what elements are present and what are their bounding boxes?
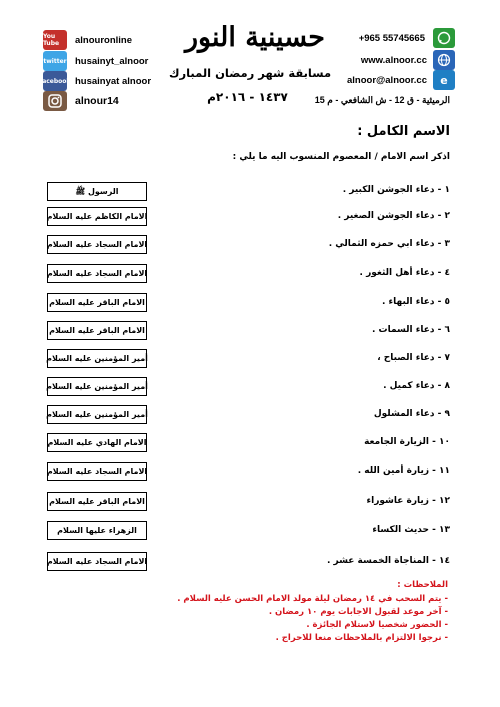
note-item-4: - نرجوا الالتزام بالملاحظات منعا للاحراج . [275, 633, 448, 643]
address-text: الرميثية - ق 12 - ش الشافعي - م 15 [314, 94, 450, 105]
website-url: www.alnoor.cc [360, 54, 427, 66]
facebook-icon: facebook [43, 71, 67, 91]
instruction-text: اذكر اسم الامام / المعصوم المنسوب اليه ما يلي : [232, 152, 450, 162]
answer-box-12[interactable]: الامام الباقر عليه السلام [47, 492, 147, 511]
answer-box-2[interactable]: الامام الكاظم عليه السلام [47, 207, 147, 226]
answer-box-8[interactable]: أمير المؤمنين عليه السلام [47, 377, 147, 396]
answer-box-5[interactable]: الامام الباقر عليه السلام [47, 293, 147, 312]
question-4: ٤ - دعاء أهل الثغور . [359, 268, 450, 278]
question-1: ١ - دعاء الجوشن الكبير . [342, 185, 450, 195]
question-12: ١٢ - زيارة عاشوراء [366, 496, 450, 506]
question-14: ١٤ - المناجاة الخمسة عشر . [326, 556, 450, 566]
answer-box-11[interactable]: الامام السجاد عليه السلام [47, 462, 147, 481]
answer-box-13[interactable]: الزهراء عليها السلام [47, 521, 147, 540]
youtube-handle: alnouronline [75, 34, 132, 46]
question-10: ١٠ - الزيارة الجامعة [364, 437, 450, 447]
fullname-label: الاسم الكامل : [357, 124, 450, 139]
question-2: ٢ - دعاء الجوشن الصغير . [337, 211, 450, 221]
website-row[interactable] [350, 50, 455, 70]
question-6: ٦ - دعاء السمات . [371, 325, 450, 335]
instagram-row[interactable] [43, 91, 119, 111]
notes-title: الملاحظات : [397, 580, 448, 590]
whatsapp-row[interactable] [355, 28, 455, 48]
email-icon [433, 70, 455, 90]
page-title: حسينية النور [185, 22, 325, 53]
whatsapp-number: +965 55745665 [358, 32, 425, 44]
question-5: ٥ - دعاء البهاء . [382, 297, 450, 307]
question-8: ٨ - دعاء كميل . [383, 381, 450, 391]
email-row[interactable] [340, 70, 455, 90]
twitter-handle: husainyt_alnoor [75, 55, 149, 67]
answer-box-4[interactable]: الامام السجاد عليه السلام [47, 264, 147, 283]
answer-box-9[interactable]: أمير المؤمنين عليه السلام [47, 405, 147, 424]
question-11: ١١ - زيارة أمين الله . [357, 466, 450, 476]
youtube-icon: You Tube [43, 30, 67, 50]
answer-box-14[interactable]: الامام السجاد عليه السلام [47, 552, 147, 571]
whatsapp-icon [433, 28, 455, 48]
address-row [314, 90, 455, 110]
facebook-handle: husainyat alnoor [75, 75, 152, 87]
email-address: alnoor@alnoor.cc [346, 74, 427, 86]
answer-box-1[interactable]: الرسول ﷺ [47, 182, 147, 201]
twitter-icon: twitter [43, 51, 67, 71]
note-item-2: - آخر موعد لقبول الاجابات يوم ١٠ رمضان . [268, 607, 448, 617]
question-3: ٣ - دعاء ابي حمزه الثمالي . [328, 239, 450, 249]
youtube-row[interactable] [43, 30, 132, 50]
instagram-handle: alnour14 [75, 95, 119, 107]
instagram-icon [43, 91, 67, 111]
answer-box-10[interactable]: الامام الهادي عليه السلام [47, 433, 147, 452]
answer-box-6[interactable]: الامام الباقر عليه السلام [47, 321, 147, 340]
note-item-3: - الحضور شخصيا لاستلام الجائزة . [306, 620, 448, 630]
question-7: ٧ - دعاء الصباح ، [377, 353, 450, 363]
facebook-row[interactable] [39, 71, 152, 91]
svg-text:e: e [440, 74, 448, 87]
web-icon [433, 50, 455, 70]
answer-box-7[interactable]: أمير المؤمنين عليه السلام [47, 349, 147, 368]
question-13: ١٣ - حديث الكساء [372, 525, 450, 535]
answer-box-3[interactable]: الامام السجاد عليه السلام [47, 235, 147, 254]
twitter-row[interactable] [43, 51, 148, 71]
question-9: ٩ - دعاء المشلول [373, 409, 450, 419]
page-subtitle: مسابقة شهر رمضان المبارك [168, 66, 332, 80]
page-date: ١٤٣٧ - ٢٠١٦م [207, 90, 288, 104]
note-item-1: - يتم السحب في ١٤ رمضان ليلة مولد الامام الحسن عليه السلام . [177, 594, 448, 604]
